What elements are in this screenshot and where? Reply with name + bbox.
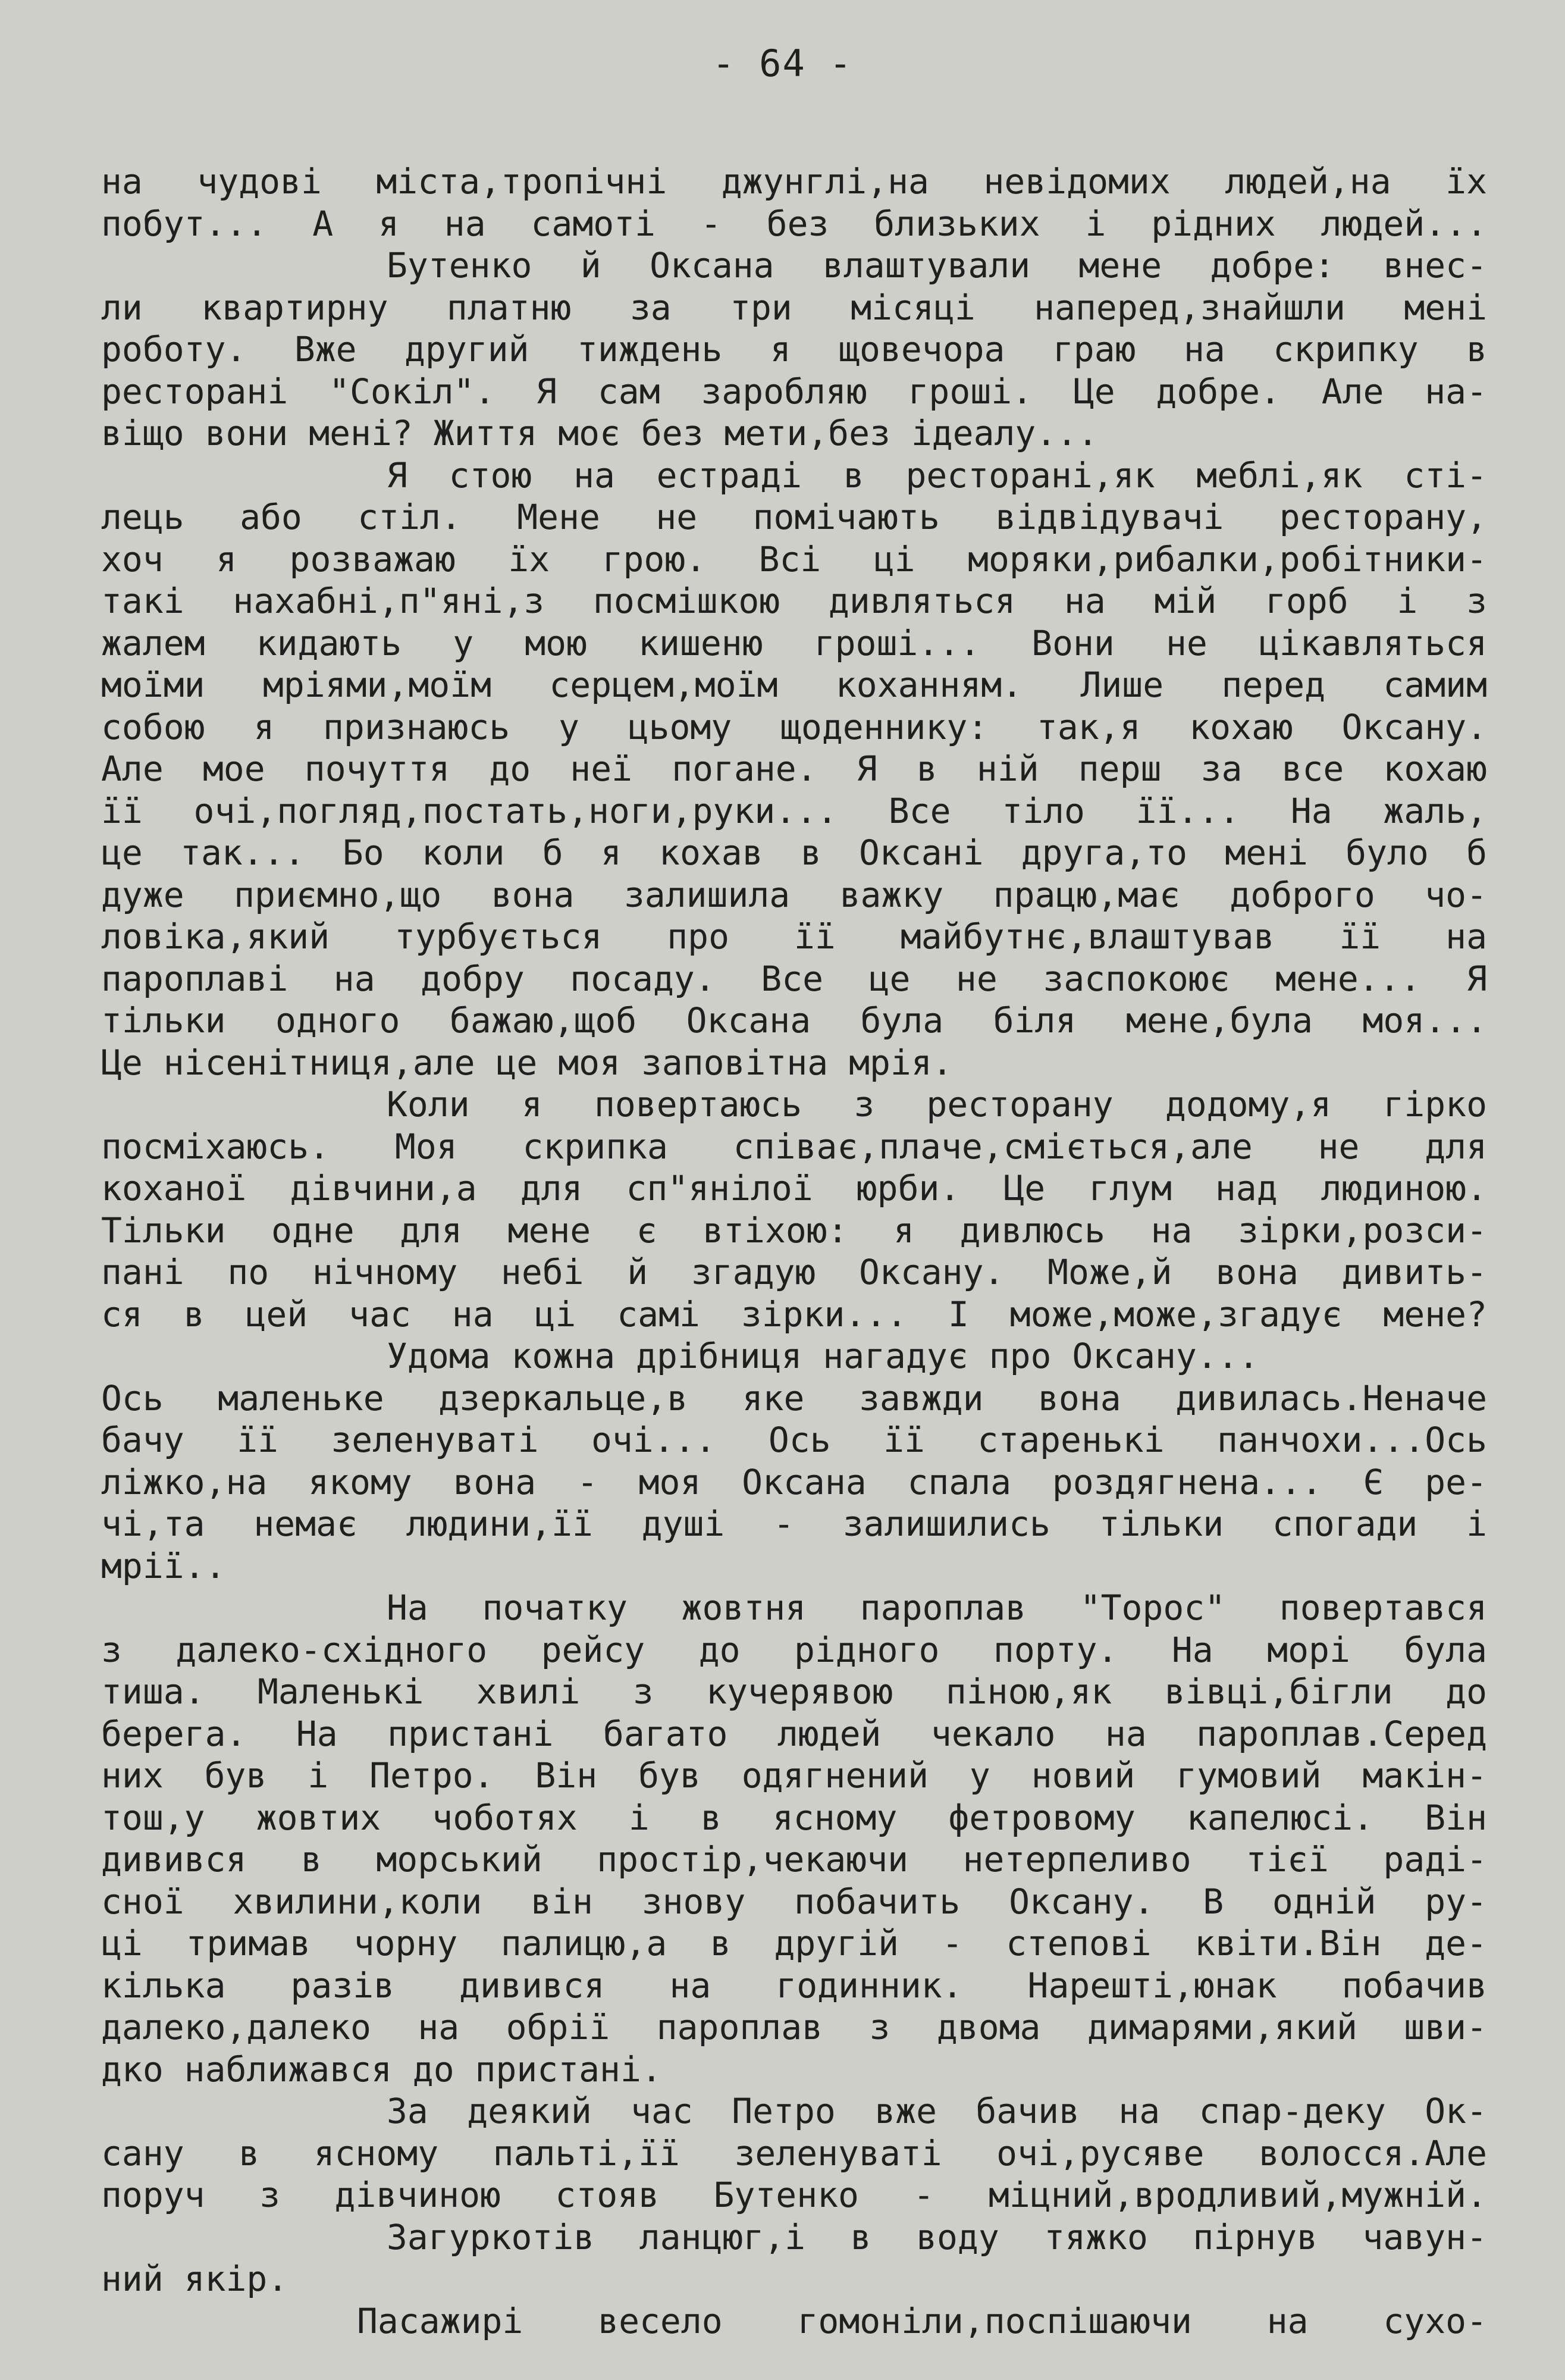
text-line: На початку жовтня пароплав "Торос" повертався [387, 1587, 1487, 1628]
text-line: бачу її зеленуваті очі... Ось її старенькі панчохи...Ось [101, 1420, 1487, 1460]
text-line: собою я признаюсь у цьому щоденнику: так,я кохаю Оксану. [101, 706, 1487, 747]
text-line: ресторані "Сокіл". Я сам заробляю гроші. Це добре. Але на- [101, 371, 1487, 412]
text-line: такі нахабні,п"яні,з посмішкою дивляться на мій горб і з [101, 581, 1487, 621]
text-line: роботу. Вже другий тиждень я щовечора граю на скрипку в [101, 329, 1487, 369]
text-line: ці тримав чорну палицю,а в другій - степові квіти.Він де- [101, 1923, 1487, 1964]
text-line: ний якір. [101, 2259, 288, 2299]
text-line: жалем кидають у мою кишеню гроші... Вони не цікавляться [101, 622, 1487, 663]
text-line: сної хвилини,коли він знову побачить Оксану. В одній ру- [101, 1881, 1487, 1922]
text-line: Коли я повертаюсь з ресторану додому,я гірко [387, 1084, 1487, 1125]
text-line: коханої дівчини,а для сп"янілої юрби. Це глум над людиною. [101, 1168, 1487, 1208]
text-line: мрії.. [101, 1545, 226, 1586]
text-line: пароплаві на добру посаду. Все це не заспокоює мене... Я [101, 958, 1487, 999]
text-line: хоч я розважаю їх грою. Всі ці моряки,рибалки,робітники- [101, 538, 1487, 580]
text-line: чі,та немає людини,її душі - залишились тільки спогади і [101, 1504, 1487, 1544]
text-line: на чудові міста,тропічні джунглі,на невідомих людей,на їх [101, 161, 1487, 202]
text-line: віщо вони мені? Життя моє без мети,без ідеалу... [101, 413, 1099, 453]
text-line: Пасажирі весело гомоніли,поспішаючи на сухо- [357, 2300, 1487, 2341]
text-line: тош,у жовтих чоботях і в ясному фетровому капелюсі. Він [101, 1797, 1487, 1838]
text-line: посміхаюсь. Моя скрипка співає,плаче,сміється,але не для [101, 1126, 1487, 1167]
text-line: Це нісенітниця,але це моя заповітна мрія. [101, 1042, 953, 1083]
text-line: них був і Петро. Він був одягнений у новий гумовий макін- [101, 1755, 1487, 1796]
text-line: кілька разів дивився на годинник. Нарешті,юнак побачив [101, 1965, 1487, 2006]
text-line: дко наближався до пристані. [101, 2049, 662, 2090]
text-line: з далеко-східного рейсу до рідного порту. На морі була [101, 1629, 1487, 1670]
text-line: поруч з дівчиною стояв Бутенко - міцний,вродливий,мужній. [101, 2175, 1487, 2215]
text-line: ся в цей час на ці самі зірки... І може,може,згадує мене? [101, 1294, 1487, 1335]
text-line: Загуркотів ланцюг,і в воду тяжко пірнув чавун- [387, 2216, 1487, 2257]
text-line: дивився в морський простір,чекаючи нетерпеливо тієї раді- [101, 1839, 1487, 1880]
text-line: це так... Бо коли б я кохав в Оксані друга,то мені було б [101, 832, 1487, 873]
text-line: берега. На пристані багато людей чекало на пароплав.Серед [101, 1713, 1487, 1754]
text-line: моїми мріями,моїм серцем,моїм коханням. Лише перед самим [101, 665, 1487, 705]
text-line: Але мое почуття до неї погане. Я в ній перш за все кохаю [101, 749, 1487, 789]
page-number: - 64 - [712, 42, 853, 85]
text-line: сану в ясному пальті,її зеленуваті очі,русяве волосся.Але [101, 2132, 1487, 2174]
text-line: далеко,далеко на обрії пароплав з двома димарями,який шви- [101, 2007, 1487, 2047]
text-line: тільки одного бажаю,щоб Оксана була біля мене,була моя... [101, 1000, 1487, 1041]
text-line: дуже приємно,що вона залишила важку працю,має доброго чо- [101, 874, 1487, 915]
text-line: ліжко,на якому вона - моя Оксана спала роздягнена... Є ре- [101, 1461, 1487, 1502]
text-line: Ось маленьке дзеркальце,в яке завжди вона дивилась.Неначе [101, 1377, 1487, 1418]
text-line: Бутенко й Оксана влаштували мене добре: внес- [387, 245, 1487, 286]
body-text [101, 161, 1487, 2342]
text-line: тиша. Маленькі хвилі з кучерявою піною,як вівці,бігли до [101, 1671, 1487, 1712]
text-line: лець або стіл. Мене не помічають відвідувачі ресторану, [101, 497, 1487, 537]
text-line: Удома кожна дрібниця нагадує про Оксану... [387, 1336, 1259, 1376]
text-line: За деякий час Петро вже бачив на спар-деку Ок- [387, 2091, 1487, 2131]
text-line: її очі,погляд,постать,ноги,руки... Все тіло її... На жаль, [101, 790, 1487, 831]
text-line: пані по нічному небі й згадую Оксану. Може,й вона дивить- [101, 1252, 1487, 1292]
text-line: Тільки одне для мене є втіхою: я дивлюсь на зірки,розси- [101, 1210, 1487, 1251]
text-line: ловіка,який турбується про її майбутнє,влаштував її на [101, 916, 1487, 957]
text-line: Я стою на естраді в ресторані,як меблі,як сті- [387, 455, 1487, 496]
text-line: ли квартирну платню за три місяці наперед,знайшли мені [101, 287, 1487, 328]
text-line: побут... А я на самоті - без близьких і рідних людей... [101, 203, 1487, 244]
